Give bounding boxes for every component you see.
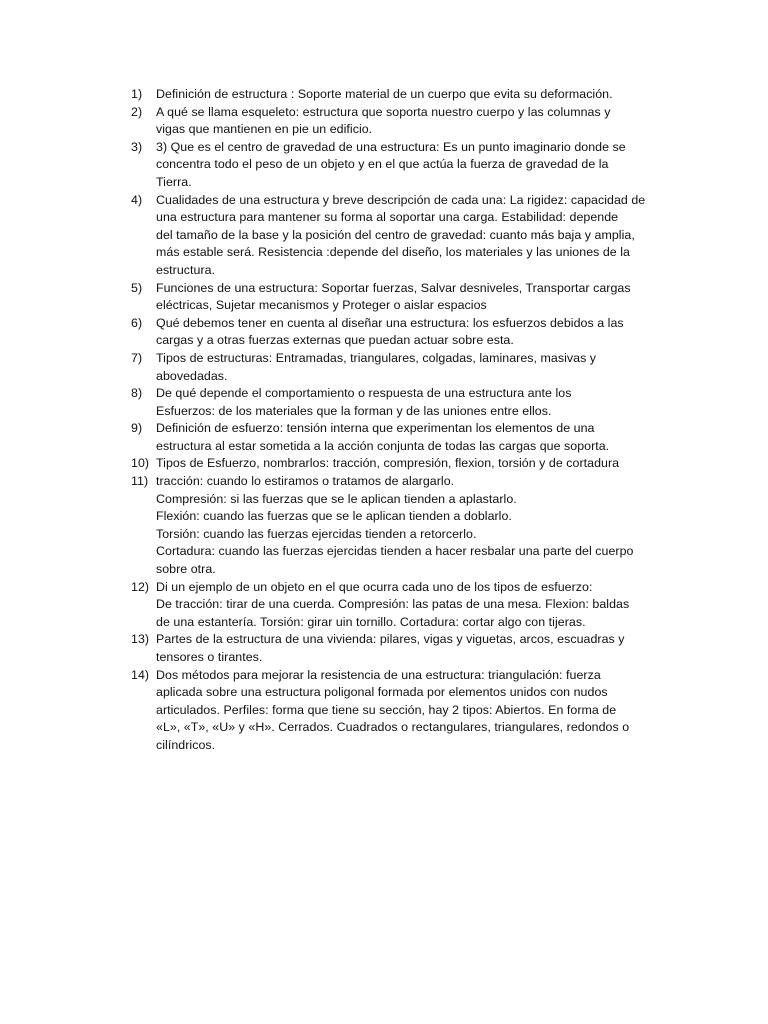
item-text-line: articulados. Perfiles: forma que tiene su sección, hay 2 tipos: Abiertos. En forma de	[156, 702, 617, 717]
item-text-line: sobre otra.	[156, 562, 216, 577]
list-item	[131, 139, 663, 192]
item-text-line: estructura al estar sometida a la acción conjunta de todas las cargas que soporta.	[156, 438, 610, 453]
list-item	[131, 420, 663, 455]
item-text-line: aplicada sobre una estructura poligonal formada por elementos unidos con nudos	[156, 685, 608, 700]
list-item	[131, 280, 663, 315]
list-item	[131, 104, 663, 139]
item-number: 4)	[131, 192, 143, 207]
item-text-line: Tipos de estructuras: Entramadas, triangulares, colgadas, laminares, masivas y	[156, 350, 597, 365]
item-number: 9)	[131, 421, 143, 436]
list-item	[131, 315, 663, 350]
item-number: 13)	[131, 632, 150, 647]
item-text-line: Cortadura: cuando las fuerzas ejercidas tienden a hacer resbalar una parte del cuerpo	[156, 544, 634, 559]
item-text-line: Definición de esfuerzo: tensión interna que experimentan los elementos de una	[156, 421, 595, 436]
item-text-line: eléctricas, Sujetar mecanismos y Proteger o aislar espacios	[156, 298, 487, 313]
item-text-line: cilíndricos.	[156, 737, 216, 752]
numbered-list	[131, 86, 663, 755]
item-text-line: Tipos de Esfuerzo, nombrarlos: tracción, compresión, flexion, torsión y de cortadura	[156, 456, 620, 471]
list-item	[131, 86, 663, 104]
item-text-line: cargas y a otras fuerzas externas que puedan actuar sobre esta.	[156, 333, 514, 348]
list-item	[131, 631, 663, 666]
item-text-line: una estructura para mantener su forma al soportar una carga. Estabilidad: depende	[156, 210, 619, 225]
item-text-line: «L», «T», «U» y «H». Cerrados. Cuadrados o rectangulares, triangulares, redondos o	[156, 720, 630, 735]
item-text-line: De tracción: tirar de una cuerda. Compresión: las patas de una mesa. Flexion: baldas	[156, 597, 630, 612]
item-text-line: abovedadas.	[156, 368, 228, 383]
item-text-line: de una estantería. Torsión: girar uin tornillo. Cortadura: cortar algo con tijeras.	[156, 614, 586, 629]
item-text-line: Qué debemos tener en cuenta al diseñar una estructura: los esfuerzos debidos a las	[156, 315, 624, 330]
item-text-line: Torsión: cuando las fuerzas ejercidas tienden a retorcerlo.	[156, 526, 477, 541]
item-text-line: Esfuerzos: de los materiales que la forman y de las uniones entre ellos.	[156, 403, 552, 418]
item-text-line: más estable será. Resistencia :depende del diseño, los materiales y las uniones de la	[156, 245, 630, 260]
list-item	[131, 385, 663, 420]
item-number: 12)	[131, 579, 150, 594]
item-text-line: Compresión: si las fuerzas que se le aplican tienden a aplastarlo.	[156, 491, 517, 506]
list-item	[131, 473, 663, 579]
item-text-line: concentra todo el peso de un objeto y en el que actúa la fuerza de gravedad de la	[156, 157, 609, 172]
list-item	[131, 455, 663, 473]
item-number: 1)	[131, 87, 143, 101]
item-text-line: Funciones de una estructura: Soportar fuerzas, Salvar desniveles, Transportar cargas	[156, 280, 631, 295]
list-item	[131, 579, 663, 632]
item-text-line: Flexión: cuando las fuerzas que se le aplican tienden a doblarlo.	[156, 509, 512, 524]
list-item	[131, 350, 663, 385]
list-item	[131, 667, 663, 755]
item-number: 11)	[131, 474, 149, 489]
item-text-line: Di un ejemplo de un objeto en el que ocurra cada uno de los tipos de esfuerzo:	[156, 579, 593, 594]
item-number: 5)	[131, 280, 143, 295]
item-text-line: del tamaño de la base y la posición del centro de gravedad: cuanto más baja y amplia,	[156, 227, 635, 242]
item-text-line: estructura.	[156, 262, 216, 277]
item-number: 2)	[131, 104, 143, 119]
item-number: 8)	[131, 386, 143, 401]
item-text-line: Definición de estructura : Soporte material de un cuerpo que evita su deformación.	[156, 87, 613, 101]
item-text-line: vigas que mantienen en pie un edificio.	[156, 122, 373, 137]
item-text-line: Tierra.	[156, 174, 192, 189]
item-number: 10)	[131, 456, 150, 471]
item-text-line: De qué depende el comportamiento o respuesta de una estructura ante los	[156, 386, 572, 401]
item-text-line: Partes de la estructura de una vivienda: pilares, vigas y viguetas, arcos, escuadras y	[156, 632, 625, 647]
item-text-line: A qué se llama esqueleto: estructura que soporta nuestro cuerpo y las columnas y	[156, 104, 611, 119]
item-number: 6)	[131, 315, 143, 330]
item-text-line: Cualidades de una estructura y breve descripción de cada una: La rigidez: capacidad de	[156, 192, 646, 207]
item-number: 7)	[131, 350, 143, 365]
item-text-line: tensores o tirantes.	[156, 650, 263, 664]
list-item	[131, 192, 663, 280]
item-text-line: tracción: cuando lo estiramos o tratamos de alargarlo.	[156, 474, 455, 489]
item-text-line: 3) Que es el centro de gravedad de una estructura: Es un punto imaginario donde se	[156, 139, 626, 154]
item-number: 14)	[131, 667, 150, 682]
item-number: 3)	[131, 139, 143, 154]
item-text-line: Dos métodos para mejorar la resistencia de una estructura: triangulación: fuerza	[156, 667, 601, 682]
